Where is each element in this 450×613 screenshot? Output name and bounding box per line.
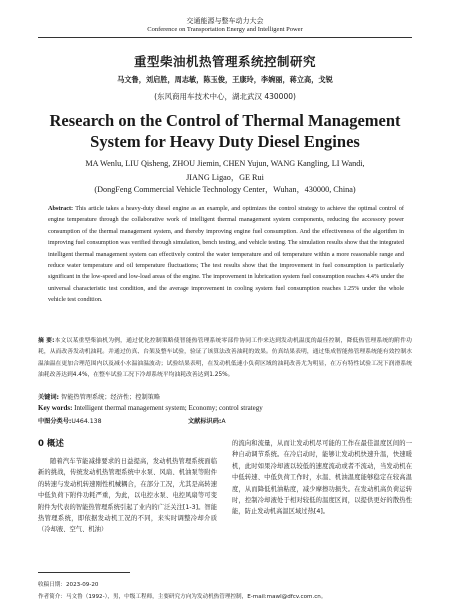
affiliation-en: (DongFeng Commercial Vehicle Technology Center，Wuhan，430000, China) [94,185,356,194]
abstract-cn-label: 摘 要: [38,338,55,344]
body-right-column: 的流向和流量，从而让发动机尽可能的工作在最佳温度区间的一种自动调节系统。在冷启动时，能够让发动机快速升温，快速暖机，此时如果冷却液以较低的速度流动或者不流动，当发动机在中低转速、中低负荷工作时，水温、机油温度能够稳定在较高温度，从而降低机油粘度，减少摩擦功损失。在发动机高负荷运转时，控制冷却液处于相对较低的温度区间，以提供更好的散热性能，防止发动机高温区域过热[4]。 [232,440,412,516]
journal-header-en: Conference on Transportation Energy and Intelligent Power [147,26,303,33]
abstract-en-text: This article takes a heavy-duty diesel engine as an example, and optimizes the control strategy to achieve the optimal control of engine temperature through the collaborative work of intelligent thermal management system components, reducing the accessory power consumption of the thermal management system, and thereby improving engine fuel consumption. And the effectiveness of the algorithm in improving fuel consumption was verified through simulation, bench testing, and vehicle testing. The simulation results show that the integrated intelligent thermal management system can effectively control the water temperature and oil temperature within a more reasonable range and reduce water temperature and oil temperature fluctuations; The test results show that the improvement in fuel consumption is particularly significant in the low-speed and low-load areas of the engine. The improvement in lubrication system fuel consumption reaches 4.4% under the universal characteristic test condition, and the average improvement in cooling system fuel consumption reaches 1.25% under the whole vehicle test condition. [48,205,404,304]
authors-en-line2: JIANG Ligao，GE Rui [186,173,264,182]
keywords-en-label: Key words: [38,404,73,412]
body-left-column: 随着汽车节能减排要求的日益提高，发动机热管理系统面临新的挑战，传统发动机热管理系统中水泵、风扇、机油泵等附件的转速与发动机转速刚性机械耦合，在部分工况，尤其是高转速中低负荷下附件功耗严重，为此，以电控水泵、电控风扇等可变附件为代表的智能热管理系统引起了业内的广泛关注[1-3]。智能热管理系统，即依据发动机工况的不同，来实时调整冷却介质（冷却液、空气、机油） [38,458,217,534]
keywords-cn-text: 智能热管理系统；经济性；控制策略 [61,394,161,401]
footnote-rule [38,572,130,573]
header-rule [38,37,412,38]
section-heading: 0 概述 [38,439,64,449]
doc-code [188,416,226,425]
title-en-line2: System for Heavy Duty Diesel Engines [90,132,360,151]
doc-label: 文献标识码: [188,418,222,425]
clc-value: U464.138 [71,418,102,425]
title-en [0,110,450,152]
clc-label: 中图分类号: [38,418,72,425]
keywords-en-text: Intelligent thermal management system; Economy; control strategy [74,404,263,412]
keywords-en [38,404,412,412]
doc-value: A [221,418,226,425]
classification-line [38,416,412,425]
footnote-author-info: 作者简介：马文鲁（1992-），男，中级工程师，主要研究方向为发动机热管理控制，E-mail:mawl@dfcv.com.cn。 [38,594,327,600]
abstract-cn-text: 本文以某重型柴油机为例，通过优化控制策略使智能热管理系统零部件协同工作来达到发动机温度的最佳控制，降低热管理系统的附件功耗，从而改善发动机油耗。并通过仿真、台架及整车试验，验证了该算法改善油耗的效果。仿真结果表明，通过集成智能热管理系统能有效控制水温油温在更加合理范围内以及减小水温油温波动；试验结果表明，在发动机低速小负荷区域的油耗改善尤为明显，在万有特性试验工况下润滑系统油耗改善达到4.4%，在整车试验工况下冷却系统平均油耗改善达到1.25%。 [38,338,412,379]
abstract-cn [38,336,412,382]
clc-number [38,416,188,425]
abstract-en-label: Abstract: [48,205,74,212]
authors-en [0,157,450,185]
title-en-line1: Research on the Control of Thermal Management [49,111,401,130]
footnote-received: 收稿日期：2023-09-20 [38,582,99,588]
title-cn: 重型柴油机热管理系统控制研究 [133,54,316,69]
keywords-cn [38,392,412,401]
keywords-cn-label: 关键词: [38,394,60,401]
authors-en-line1: MA Wenlu, LIU Qisheng, ZHOU Jiemin, CHEN Yujun, WANG Kangling, LI Wandi, [85,159,365,168]
abstract-en [48,203,404,306]
authors-cn: 马文鲁，刘启胜，周志敏，陈玉俊，王康玲，李婉丽，蒋立高，戈锐 [117,75,333,84]
journal-header-cn: 交通能源与整车动力大会 [186,17,264,25]
affiliation-cn: (东风商用车技术中心，湖北武汉 430000) [154,92,296,101]
